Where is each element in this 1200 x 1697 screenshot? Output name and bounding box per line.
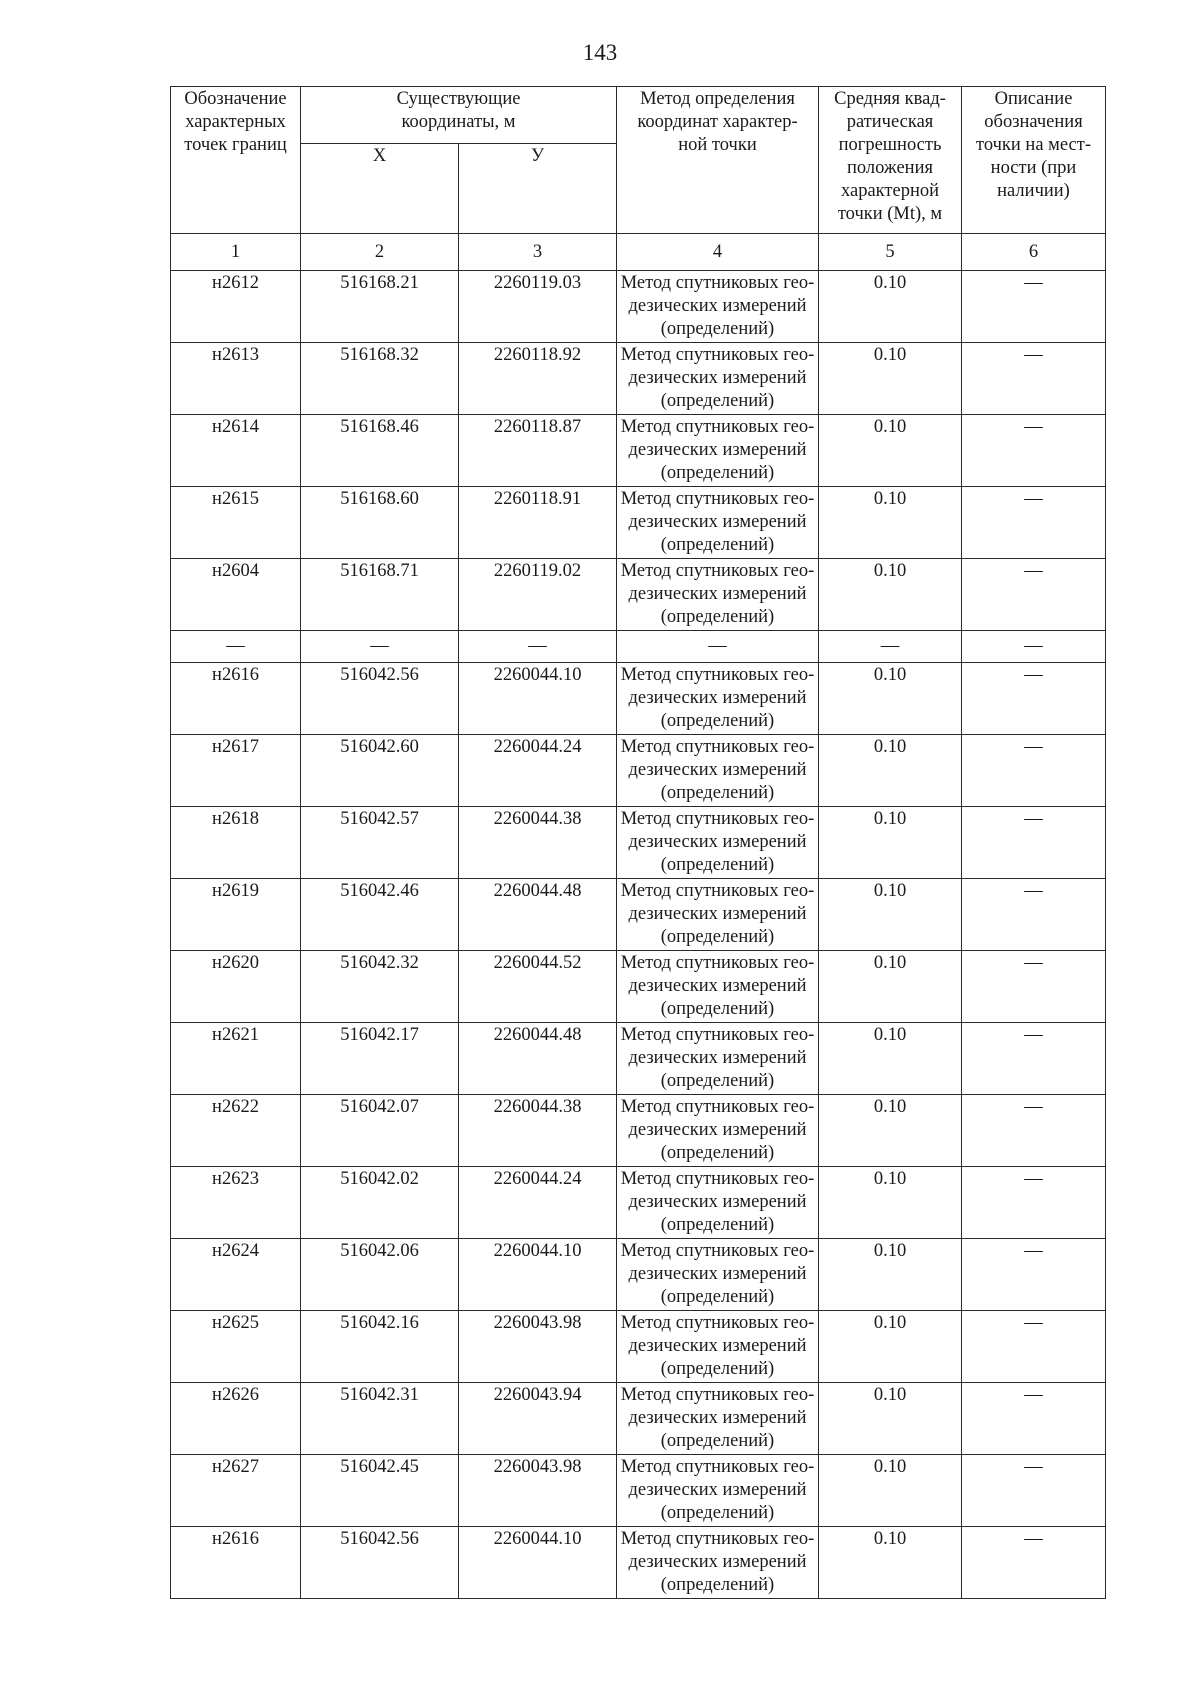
table-row	[171, 1023, 1106, 1095]
separator-dash: —	[171, 631, 301, 663]
header-mean-error	[819, 87, 962, 234]
method-line: Метод спутниковых гео-	[620, 881, 815, 901]
y-coordinate-cell: 2260044.24	[459, 735, 617, 807]
header-x: Х	[301, 144, 459, 234]
method-line: Метод спутниковых гео-	[620, 1169, 815, 1189]
method-cell	[617, 487, 819, 559]
method-line: Метод спутниковых гео-	[620, 953, 815, 973]
y-coordinate-cell: 2260044.52	[459, 951, 617, 1023]
description-cell: —	[962, 1455, 1106, 1527]
column-number: 4	[617, 234, 819, 271]
x-coordinate-cell: 516168.60	[301, 487, 459, 559]
table-row	[171, 487, 1106, 559]
coordinates-table	[170, 86, 1106, 1599]
mean-error-cell: 0.10	[819, 879, 962, 951]
method-line: дезических измерений	[628, 440, 807, 460]
x-coordinate-cell: 516042.46	[301, 879, 459, 951]
method-line: Метод спутниковых гео-	[620, 737, 815, 757]
point-id-cell: н2626	[171, 1383, 301, 1455]
method-line: (определений)	[660, 711, 775, 731]
table-row	[171, 415, 1106, 487]
header-existing-coords	[301, 87, 617, 144]
mean-error-cell: 0.10	[819, 1455, 962, 1527]
y-coordinate-cell: 2260044.38	[459, 1095, 617, 1167]
method-cell	[617, 1023, 819, 1095]
description-cell: —	[962, 271, 1106, 343]
point-id-cell: н2616	[171, 1527, 301, 1599]
method-line: (определений)	[660, 319, 775, 339]
method-line: (определений)	[660, 1503, 775, 1523]
method-line: дезических измерений	[628, 1120, 807, 1140]
separator-dash: —	[459, 631, 617, 663]
table-row	[171, 879, 1106, 951]
method-line: дезических измерений	[628, 368, 807, 388]
header-description	[962, 87, 1106, 234]
header-line: Существующие	[396, 89, 521, 109]
method-cell	[617, 343, 819, 415]
method-line: Метод спутниковых гео-	[620, 273, 815, 293]
header-line: точки (Mt), м	[837, 204, 943, 224]
header-designation	[171, 87, 301, 234]
method-cell	[617, 1455, 819, 1527]
x-coordinate-cell: 516168.46	[301, 415, 459, 487]
method-line: (определений)	[660, 1431, 775, 1451]
description-cell: —	[962, 415, 1106, 487]
x-coordinate-cell: 516042.02	[301, 1167, 459, 1239]
table-row	[171, 1311, 1106, 1383]
x-coordinate-cell: 516042.56	[301, 663, 459, 735]
x-coordinate-cell: 516042.57	[301, 807, 459, 879]
header-line: характерных	[185, 112, 286, 132]
page-number: 143	[582, 40, 618, 65]
method-line: дезических измерений	[628, 904, 807, 924]
method-line: (определений)	[660, 1071, 775, 1091]
method-line: Метод спутниковых гео-	[620, 345, 815, 365]
point-id-cell: н2621	[171, 1023, 301, 1095]
method-line: дезических измерений	[628, 832, 807, 852]
table-row	[171, 735, 1106, 807]
header-line: характерной	[840, 181, 940, 201]
y-coordinate-cell: 2260044.10	[459, 1527, 617, 1599]
point-id-cell: н2614	[171, 415, 301, 487]
table-header	[171, 87, 1106, 271]
method-line: Метод спутниковых гео-	[620, 561, 815, 581]
method-line: дезических измерений	[628, 1336, 807, 1356]
table-row	[171, 1167, 1106, 1239]
x-coordinate-cell: 516042.56	[301, 1527, 459, 1599]
point-id-cell: н2623	[171, 1167, 301, 1239]
method-line: Метод спутниковых гео-	[620, 417, 815, 437]
method-cell	[617, 1383, 819, 1455]
method-line: дезических измерений	[628, 976, 807, 996]
table-row	[171, 343, 1106, 415]
point-id-cell: н2612	[171, 271, 301, 343]
header-line: ратическая	[846, 112, 934, 132]
header-line: ности (при	[990, 158, 1077, 178]
header-line: точки на мест-	[975, 135, 1091, 155]
method-line: дезических измерений	[628, 1192, 807, 1212]
mean-error-cell: 0.10	[819, 415, 962, 487]
mean-error-cell: 0.10	[819, 343, 962, 415]
point-id-cell: н2604	[171, 559, 301, 631]
table-row	[171, 951, 1106, 1023]
header-line: ной точки	[678, 135, 757, 155]
description-cell: —	[962, 1023, 1106, 1095]
description-cell: —	[962, 1383, 1106, 1455]
y-coordinate-cell: 2260118.91	[459, 487, 617, 559]
table-body	[171, 271, 1106, 1599]
description-cell: —	[962, 951, 1106, 1023]
method-line: дезических измерений	[628, 1048, 807, 1068]
mean-error-cell: 0.10	[819, 1023, 962, 1095]
mean-error-cell: 0.10	[819, 735, 962, 807]
mean-error-cell: 0.10	[819, 663, 962, 735]
method-line: Метод спутниковых гео-	[620, 1025, 815, 1045]
description-cell: —	[962, 1095, 1106, 1167]
description-cell: —	[962, 487, 1106, 559]
method-line: (определений)	[660, 999, 775, 1019]
method-line: (определений)	[660, 535, 775, 555]
y-coordinate-cell: 2260119.02	[459, 559, 617, 631]
y-coordinate-cell: 2260118.92	[459, 343, 617, 415]
y-coordinate-cell: 2260044.10	[459, 1239, 617, 1311]
column-number: 2	[301, 234, 459, 271]
point-id-cell: н2613	[171, 343, 301, 415]
header-line: Описание	[994, 89, 1073, 109]
table-row	[171, 1239, 1106, 1311]
method-line: (определений)	[660, 1143, 775, 1163]
x-coordinate-cell: 516042.32	[301, 951, 459, 1023]
column-number: 3	[459, 234, 617, 271]
y-coordinate-cell: 2260044.48	[459, 1023, 617, 1095]
description-cell: —	[962, 343, 1106, 415]
separator-row	[171, 631, 1106, 663]
column-number: 6	[962, 234, 1106, 271]
y-coordinate-cell: 2260044.38	[459, 807, 617, 879]
y-coordinate-cell: 2260043.94	[459, 1383, 617, 1455]
mean-error-cell: 0.10	[819, 1383, 962, 1455]
method-cell	[617, 415, 819, 487]
x-coordinate-cell: 516042.60	[301, 735, 459, 807]
method-cell	[617, 1527, 819, 1599]
description-cell: —	[962, 879, 1106, 951]
column-number: 1	[171, 234, 301, 271]
separator-dash: —	[617, 631, 819, 663]
method-line: (определений)	[660, 855, 775, 875]
method-cell	[617, 879, 819, 951]
method-cell	[617, 663, 819, 735]
y-coordinate-cell: 2260043.98	[459, 1455, 617, 1527]
method-line: Метод спутниковых гео-	[620, 809, 815, 829]
method-line: (определений)	[660, 1359, 775, 1379]
header-line: наличии)	[997, 181, 1070, 201]
header-line: обозначения	[984, 112, 1083, 132]
method-line: Метод спутниковых гео-	[620, 665, 815, 685]
table-row	[171, 807, 1106, 879]
x-coordinate-cell: 516042.17	[301, 1023, 459, 1095]
description-cell: —	[962, 735, 1106, 807]
x-coordinate-cell: 516042.31	[301, 1383, 459, 1455]
y-coordinate-cell: 2260044.10	[459, 663, 617, 735]
method-line: Метод спутниковых гео-	[620, 1457, 815, 1477]
mean-error-cell: 0.10	[819, 1095, 962, 1167]
header-line: погрешность	[838, 135, 942, 155]
method-line: дезических измерений	[628, 584, 807, 604]
point-id-cell: н2622	[171, 1095, 301, 1167]
method-line: (определений)	[660, 1575, 775, 1595]
method-line: дезических измерений	[628, 760, 807, 780]
point-id-cell: н2617	[171, 735, 301, 807]
header-line: положения	[847, 158, 933, 178]
method-line: дезических измерений	[628, 1264, 807, 1284]
y-coordinate-cell: 2260118.87	[459, 415, 617, 487]
header-line: координат характер-	[637, 112, 798, 132]
header-line: Метод определения	[640, 89, 795, 109]
method-line: Метод спутниковых гео-	[620, 489, 815, 509]
x-coordinate-cell: 516168.32	[301, 343, 459, 415]
method-cell	[617, 559, 819, 631]
mean-error-cell: 0.10	[819, 487, 962, 559]
method-line: (определений)	[660, 1287, 775, 1307]
column-number: 5	[819, 234, 962, 271]
mean-error-cell: 0.10	[819, 1239, 962, 1311]
method-line: Метод спутниковых гео-	[620, 1097, 815, 1117]
method-cell	[617, 1239, 819, 1311]
method-line: (определений)	[660, 463, 775, 483]
method-line: Метод спутниковых гео-	[620, 1385, 815, 1405]
header-y: У	[459, 144, 617, 234]
point-id-cell: н2618	[171, 807, 301, 879]
method-cell	[617, 807, 819, 879]
x-coordinate-cell: 516042.07	[301, 1095, 459, 1167]
method-cell	[617, 1095, 819, 1167]
method-cell	[617, 1167, 819, 1239]
point-id-cell: н2616	[171, 663, 301, 735]
method-cell	[617, 1311, 819, 1383]
mean-error-cell: 0.10	[819, 559, 962, 631]
separator-dash: —	[962, 631, 1106, 663]
header-line: координаты, м	[401, 112, 516, 132]
table-row	[171, 1095, 1106, 1167]
point-id-cell: н2627	[171, 1455, 301, 1527]
method-line: Метод спутниковых гео-	[620, 1313, 815, 1333]
x-coordinate-cell: 516042.45	[301, 1455, 459, 1527]
method-cell	[617, 271, 819, 343]
y-coordinate-cell: 2260119.03	[459, 271, 617, 343]
separator-dash: —	[301, 631, 459, 663]
x-coordinate-cell: 516168.21	[301, 271, 459, 343]
column-numbers-row	[171, 234, 1106, 271]
method-line: дезических измерений	[628, 688, 807, 708]
table-row	[171, 1527, 1106, 1599]
separator-dash: —	[819, 631, 962, 663]
x-coordinate-cell: 516042.06	[301, 1239, 459, 1311]
x-coordinate-cell: 516042.16	[301, 1311, 459, 1383]
method-line: дезических измерений	[628, 296, 807, 316]
table-row	[171, 1383, 1106, 1455]
header-line: точек границ	[184, 135, 287, 155]
description-cell: —	[962, 1239, 1106, 1311]
method-line: (определений)	[660, 927, 775, 947]
method-line: Метод спутниковых гео-	[620, 1529, 815, 1549]
method-line: дезических измерений	[628, 1480, 807, 1500]
point-id-cell: н2619	[171, 879, 301, 951]
mean-error-cell: 0.10	[819, 951, 962, 1023]
method-line: (определений)	[660, 607, 775, 627]
header-line: Средняя квад-	[834, 89, 946, 109]
point-id-cell: н2625	[171, 1311, 301, 1383]
description-cell: —	[962, 663, 1106, 735]
table-row	[171, 559, 1106, 631]
point-id-cell: н2615	[171, 487, 301, 559]
y-coordinate-cell: 2260044.24	[459, 1167, 617, 1239]
method-line: (определений)	[660, 783, 775, 803]
mean-error-cell: 0.10	[819, 807, 962, 879]
mean-error-cell: 0.10	[819, 1311, 962, 1383]
table-row	[171, 271, 1106, 343]
mean-error-cell: 0.10	[819, 271, 962, 343]
description-cell: —	[962, 1167, 1106, 1239]
method-cell	[617, 951, 819, 1023]
method-line: дезических измерений	[628, 512, 807, 532]
description-cell: —	[962, 1311, 1106, 1383]
mean-error-cell: 0.10	[819, 1527, 962, 1599]
method-line: дезических измерений	[628, 1408, 807, 1428]
header-method	[617, 87, 819, 234]
method-line: дезических измерений	[628, 1552, 807, 1572]
point-id-cell: н2624	[171, 1239, 301, 1311]
description-cell: —	[962, 1527, 1106, 1599]
description-cell: —	[962, 807, 1106, 879]
table-row	[171, 663, 1106, 735]
method-line: (определений)	[660, 391, 775, 411]
method-line: Метод спутниковых гео-	[620, 1241, 815, 1261]
x-coordinate-cell: 516168.71	[301, 559, 459, 631]
table-row	[171, 1455, 1106, 1527]
method-line: (определений)	[660, 1215, 775, 1235]
mean-error-cell: 0.10	[819, 1167, 962, 1239]
y-coordinate-cell: 2260043.98	[459, 1311, 617, 1383]
y-coordinate-cell: 2260044.48	[459, 879, 617, 951]
description-cell: —	[962, 559, 1106, 631]
point-id-cell: н2620	[171, 951, 301, 1023]
header-line: Обозначение	[184, 89, 287, 109]
method-cell	[617, 735, 819, 807]
